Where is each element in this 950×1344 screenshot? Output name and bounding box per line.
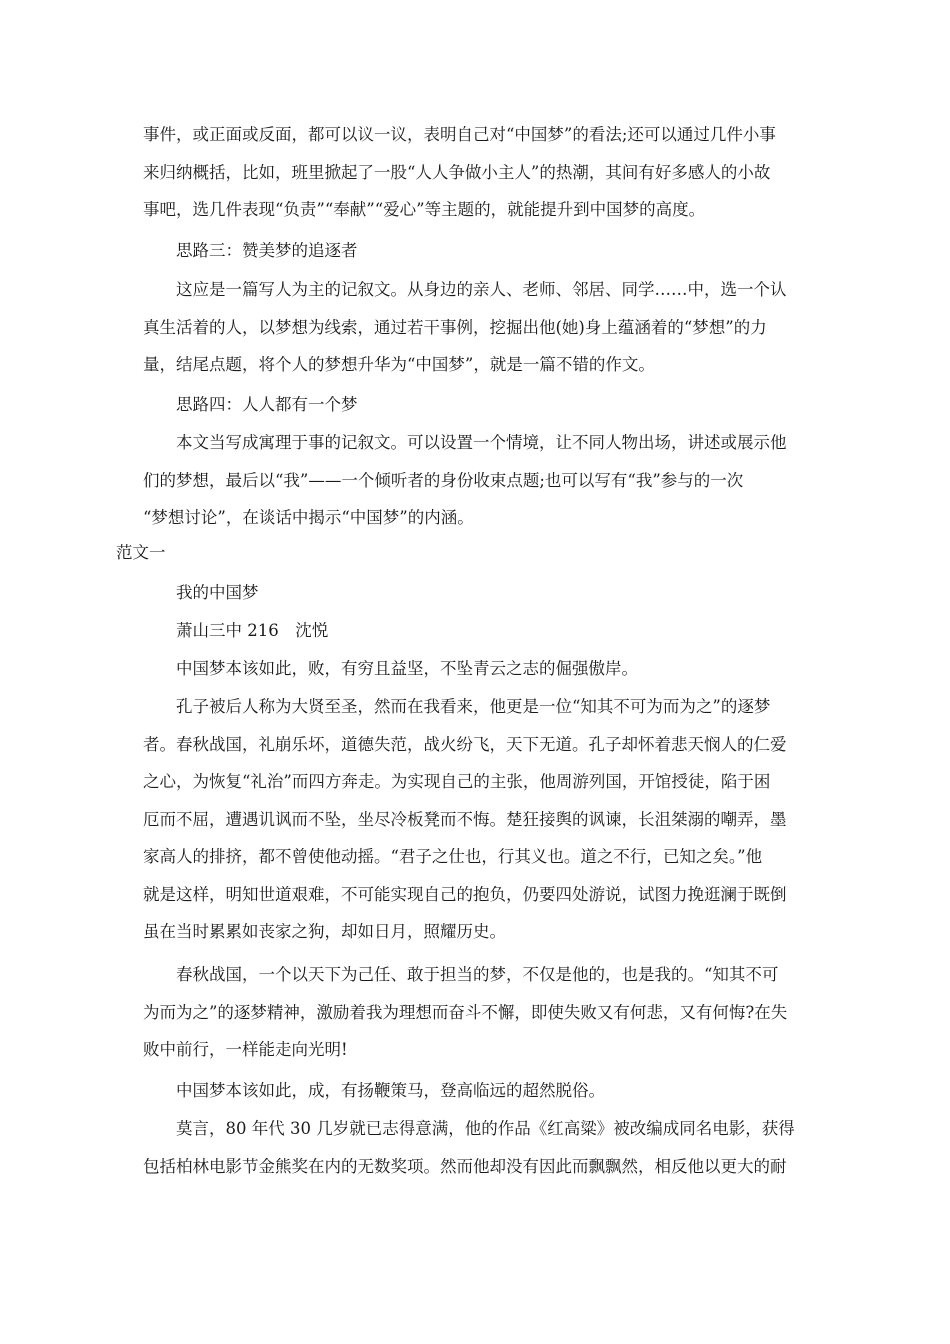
paragraph-idea-four <box>143 424 807 537</box>
idea-four-heading <box>143 386 807 424</box>
paragraph-dream-spirit <box>143 956 807 1069</box>
sample-essay-label <box>116 534 780 572</box>
text-line: 量，结尾点题，将个人的梦想升华为“中国梦”，就是一篇不错的作文。 <box>143 355 655 374</box>
text-line: 败中前行，一样能走向光明! <box>143 1040 348 1059</box>
text-line: 中国梦本该如此，败，有穷且益坚，不坠青云之志的倔强傲岸。 <box>176 659 638 678</box>
text-line: 真生活着的人，以梦想为线索，通过若干事例，挖掘出他(她)身上蕴涵着的“梦想”的力 <box>143 317 767 337</box>
text-line: 事件，或正面或反面，都可以议一议，表明自己对“中国梦”的看法;还可以通过几件小事 <box>143 125 776 144</box>
paragraph-confucius <box>143 688 807 951</box>
text-line: 事吧，选几件表现“负责”“奉献”“爱心”等主题的，就能提升到中国梦的高度。 <box>143 200 706 219</box>
text-line: 家高人的排挤，都不曾使他动摇。“君子之仕也，行其义也。道之不行，已知之矣。”他 <box>143 847 763 866</box>
essay-author <box>143 612 807 650</box>
text-line: 们的梦想，最后以“我”——一个倾听者的身份收束点题;也可以写有“我”参与的一次 <box>143 470 744 490</box>
text-line: 为而为之”的逐梦精神，激励着我为理想而奋斗不懈，即使失败又有何悲，又有何悔?在失 <box>143 1002 788 1022</box>
text-line: 虽在当时累累如丧家之狗，却如日月，照耀历史。 <box>143 922 506 941</box>
text-line: “梦想讨论”，在谈话中揭示“中国梦”的内涵。 <box>143 508 474 527</box>
paragraph-continuation <box>143 116 807 229</box>
author-text: 萧山三中 216 沈悦 <box>176 621 329 640</box>
text-line: 就是这样，明知世道艰难，不可能实现自己的抱负，仍要四处游说，试图力挽逛澜于既倒 <box>143 884 787 904</box>
paragraph-thesis-failure <box>143 650 807 688</box>
text-line: 春秋战国，一个以天下为己任、敢于担当的梦，不仅是他的，也是我的。“知其不可 <box>176 965 779 984</box>
text-line: 这应是一篇写人为主的记叙文。从身边的亲人、老师、邻居、同学……中，选一个认 <box>176 280 787 299</box>
text-line: 包括柏林电影节金熊奖在内的无数奖项。然而他却没有因此而飘飘然，相反他以更大的耐 <box>143 1156 787 1176</box>
heading-text: 思路四：人人都有一个梦 <box>176 395 358 414</box>
text-line: 者。春秋战国，礼崩乐坏，道德失范，战火纷飞，天下无道。孔子却怀着悲天悯人的仁爱 <box>143 734 787 754</box>
text-line: 之心，为恢复“礼治”而四方奔走。为实现自己的主张，他周游列国，开馆授徒，陷于困 <box>143 772 771 791</box>
text-line: 中国梦本该如此，成，有扬鞭策马，登高临远的超然脱俗。 <box>176 1081 605 1100</box>
paragraph-mo-yan <box>143 1110 807 1185</box>
idea-three-heading <box>143 232 807 270</box>
title-text: 我的中国梦 <box>176 583 259 602</box>
text-line: 来归纳概括，比如，班里掀起了一股“人人争做小主人”的热潮，其间有好多感人的小故 <box>143 162 771 182</box>
paragraph-thesis-success <box>143 1072 807 1110</box>
text-line: 本文当写成寓理于事的记叙文。可以设置一个情境，让不同人物出场，讲述或展示他 <box>176 433 787 452</box>
text-line: 莫言，80 年代 30 几岁就已志得意满，他的作品《红高粱》被改编成同名电影，获得 <box>176 1119 795 1138</box>
text-line: 厄而不屈，遭遇讥讽而不坠，坐尽冷板凳而不悔。楚狂接舆的讽谏，长沮桀溺的嘲弄，墨 <box>143 809 787 829</box>
heading-text: 思路三：赞美梦的追逐者 <box>176 241 358 260</box>
label-text: 范文一 <box>116 543 166 562</box>
paragraph-idea-three <box>143 271 807 384</box>
text-line: 孔子被后人称为大贤至圣，然而在我看来，他更是一位“知其不可为而为之”的逐梦 <box>176 697 771 716</box>
essay-title <box>143 574 807 612</box>
